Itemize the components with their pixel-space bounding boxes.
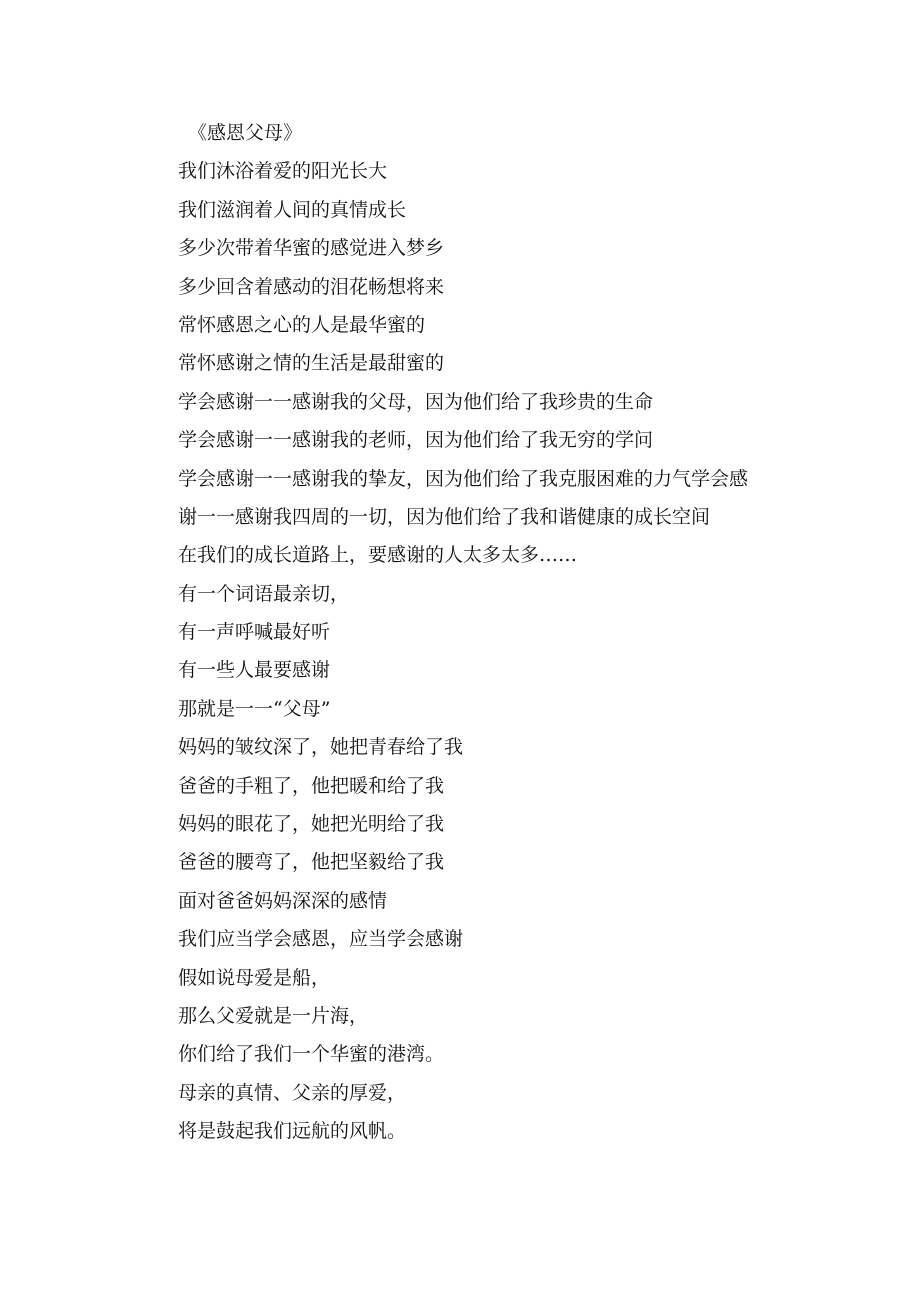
poem-line: 常怀感谢之情的生活是最甜蜜的 <box>178 352 445 375</box>
poem-line: 有一声呼喊最好听 <box>178 621 331 644</box>
poem-line: 有一个词语最亲切， <box>178 582 350 605</box>
poem-title: 《感恩父母》 <box>188 122 303 144</box>
poem-line: 母亲的真情、父亲的厚爱， <box>178 1081 407 1104</box>
poem-line: 爸爸的腰弯了，他把坚毅给了我 <box>178 851 445 874</box>
poem-line: 那就是一一“父母” <box>178 697 331 720</box>
poem-line: 爸爸的手粗了，他把暖和给了我 <box>178 774 445 797</box>
poem-line: 假如说母爱是船， <box>178 966 331 989</box>
poem-line: 那么父爱就是一片海， <box>178 1004 369 1027</box>
poem-text <box>178 114 838 1151</box>
poem-line: 常怀感恩之心的人是最华蜜的 <box>178 313 426 336</box>
poem-line: 有一些人最要感谢 <box>178 659 331 682</box>
poem-line: 我们沐浴着爱的阳光长大 <box>178 160 388 183</box>
poem-line: 谢一一感谢我四周的一切，因为他们给了我和谐健康的成长空间 <box>178 505 711 528</box>
poem-line: 学会感谢一一感谢我的挚友，因为他们给了我克服困难的力气学会感 <box>178 467 749 490</box>
poem-line: 多少回含着感动的泪花畅想将来 <box>178 275 445 298</box>
poem-line: 我们应当学会感恩，应当学会感谢 <box>178 928 464 951</box>
poem-line: 面对爸爸妈妈深深的感情 <box>178 889 388 912</box>
poem-line: 学会感谢一一感谢我的老师，因为他们给了我无穷的学问 <box>178 429 654 452</box>
poem-line: 妈妈的皱纹深了，她把青春给了我 <box>178 736 464 759</box>
poem-line: 多少次带着华蜜的感觉进入梦乡 <box>178 237 445 260</box>
poem-line: 你们给了我们一个华蜜的港湾。 <box>178 1043 445 1066</box>
poem-line: 学会感谢一一感谢我的父母，因为他们给了我珍贵的生命 <box>178 390 654 413</box>
poem-line: 我们滋润着人间的真情成长 <box>178 198 407 221</box>
poem-line: 在我们的成长道路上，要感谢的人太多太多…… <box>178 544 578 567</box>
poem-line: 妈妈的眼花了，她把光明给了我 <box>178 813 445 836</box>
poem-line: 将是鼓起我们远航的风帆。 <box>178 1120 407 1143</box>
